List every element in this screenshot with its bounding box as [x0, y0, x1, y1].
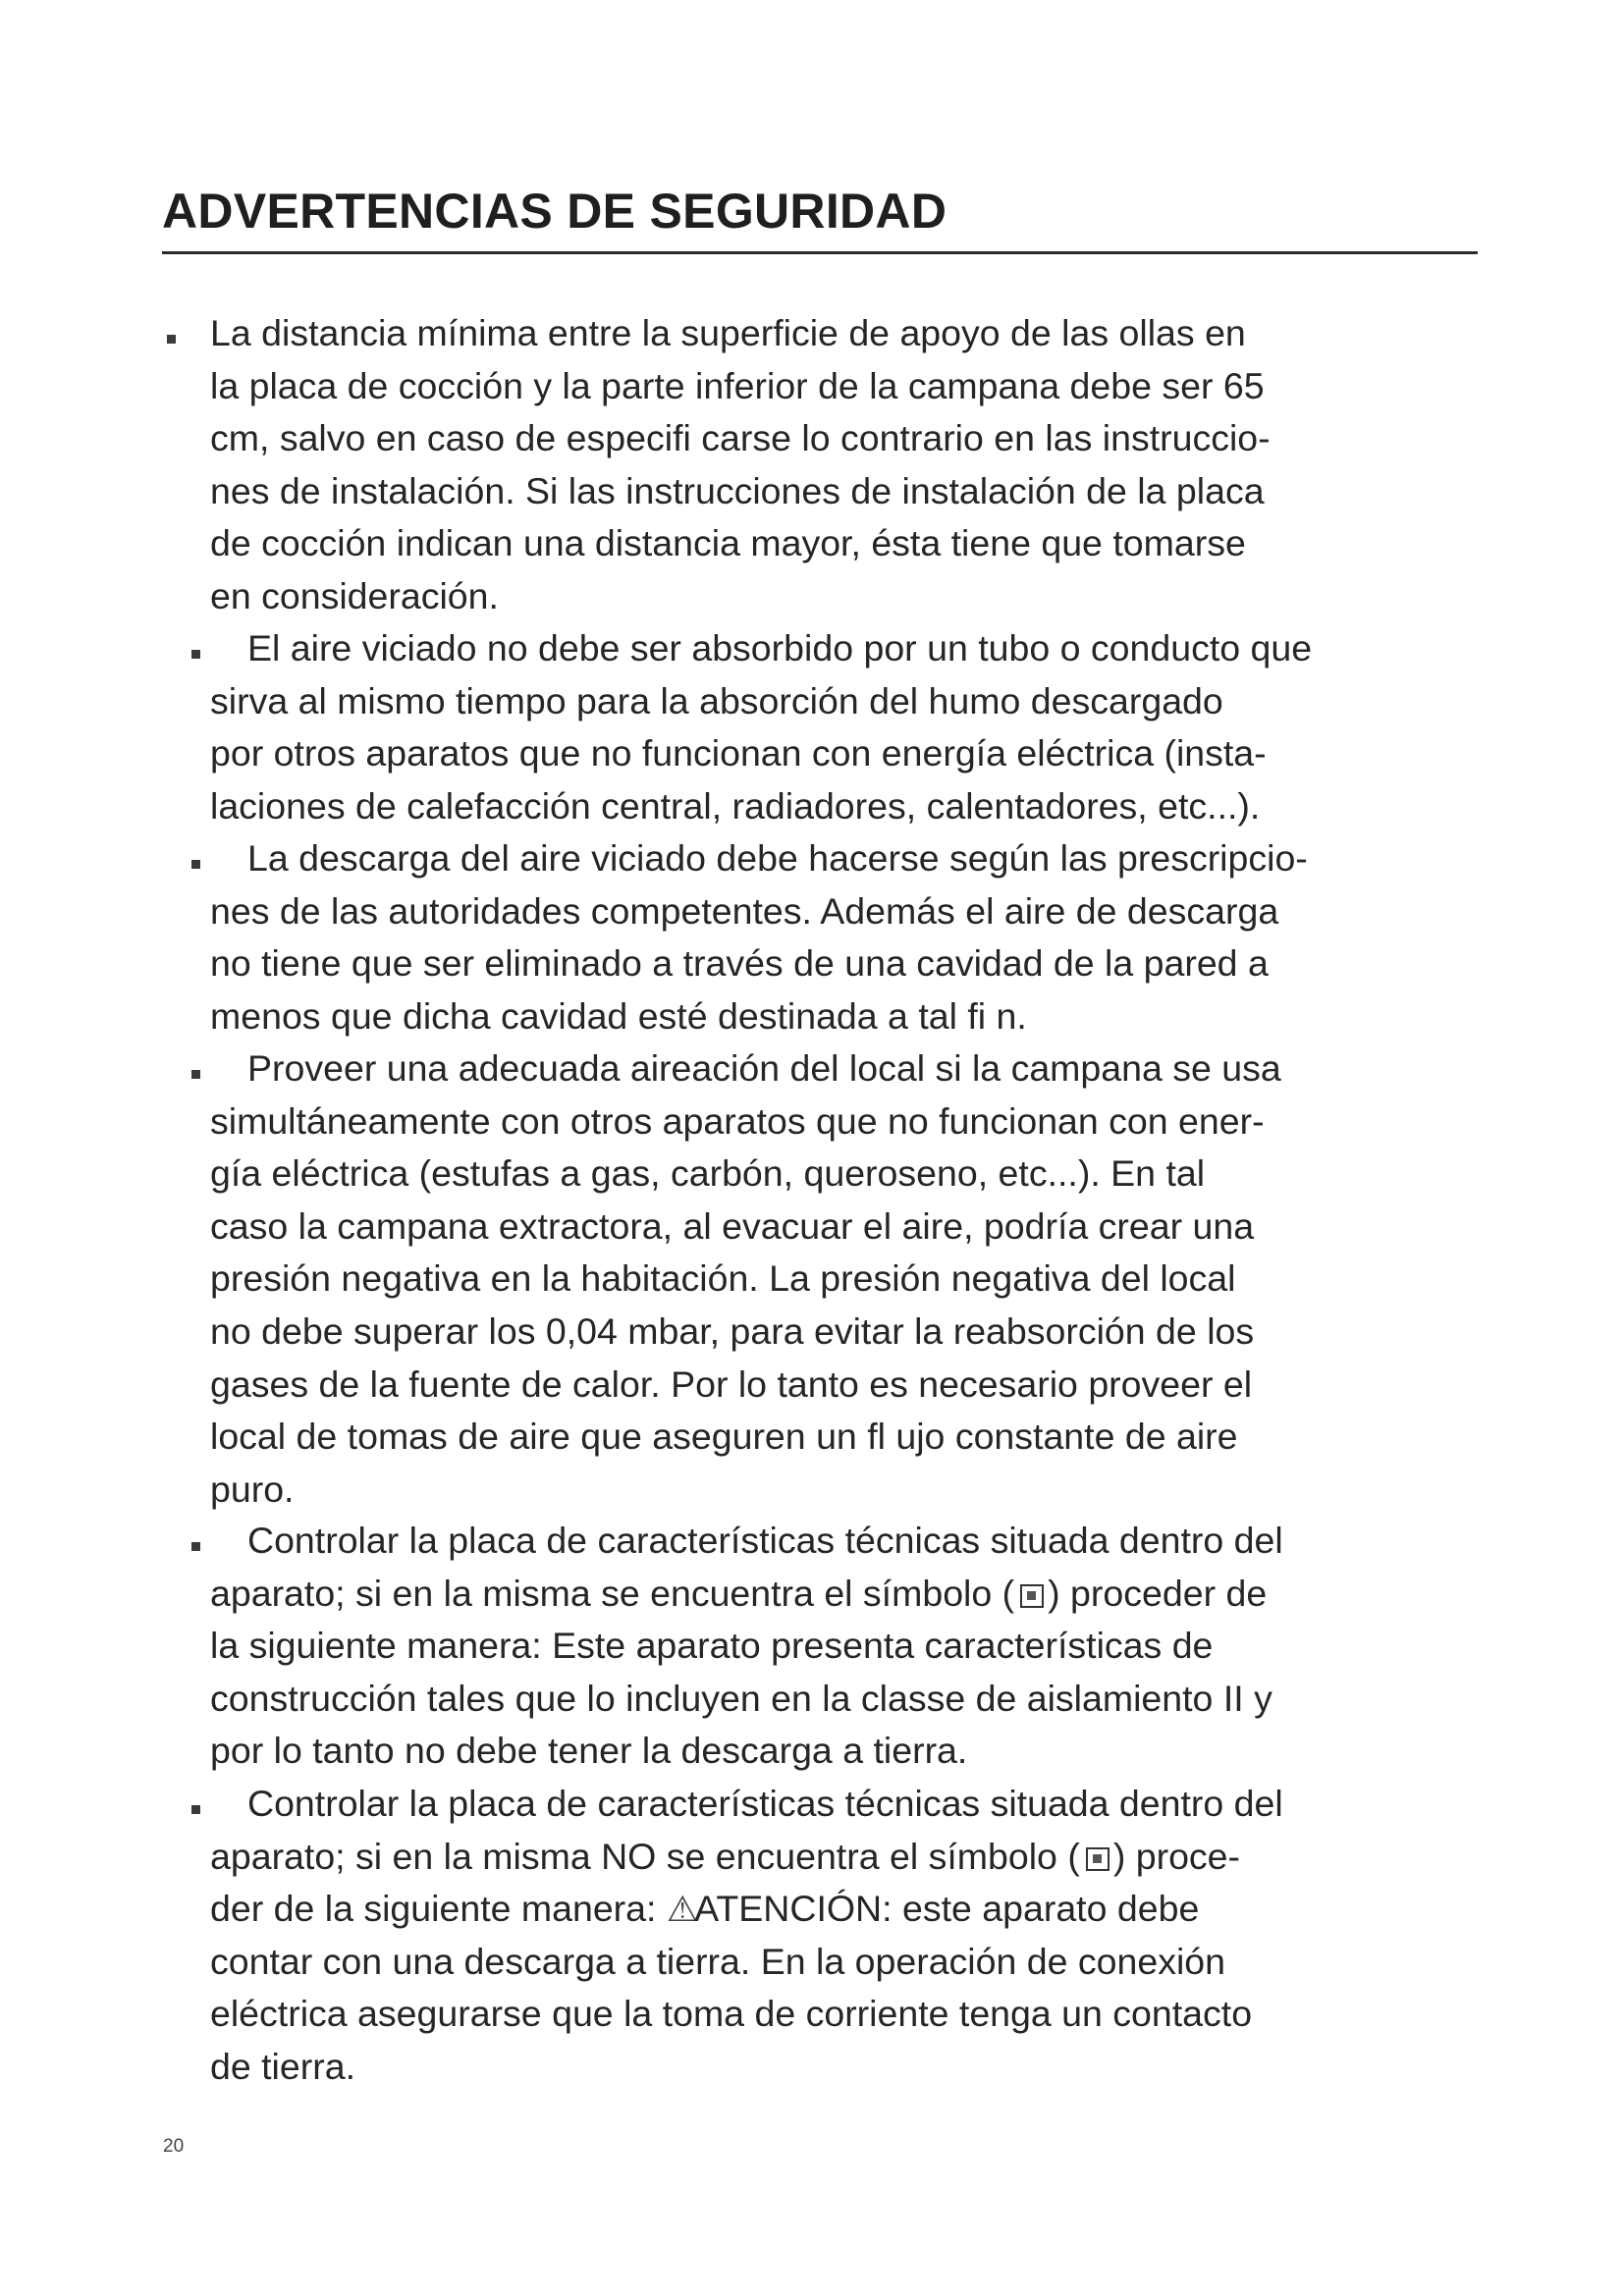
text-line	[210, 1883, 1283, 1936]
text-line: puro.	[210, 1468, 295, 1510]
text-line: contar con una descarga a tierra. En la operación de conexión	[210, 1940, 1225, 1982]
page-title: ADVERTENCIAS DE SEGURIDAD	[162, 184, 947, 239]
text-line: El aire viciado no debe ser absorbido por un tubo o conducto que	[247, 627, 1313, 668]
text-line: en consideración.	[210, 574, 499, 616]
text-segment: der de la siguiente manera:	[210, 1888, 667, 1930]
list-item	[210, 832, 1308, 1042]
text-line: por lo tanto no debe tener la descarga a tierra.	[210, 1730, 968, 1772]
text-segment: ) proce-	[1112, 1835, 1241, 1877]
text-line: no tiene que ser eliminado a través de una cavidad de la pared a	[210, 942, 1269, 985]
text-line: construcción tales que lo incluyen en la classe de aislamiento II y	[210, 1677, 1272, 1719]
text-line: cm, salvo en caso de especifi carse lo contrario en las instruccio-	[210, 417, 1271, 459]
square-bullet-icon	[191, 1805, 200, 1814]
text-line: no debe superar los 0,04 mbar, para evitar la reabsorción de los	[210, 1309, 1255, 1352]
text-line: Controlar la placa de características técnicas situada dentro del	[247, 1783, 1283, 1824]
text-line	[210, 1568, 1283, 1621]
list-item	[210, 1042, 1281, 1516]
text-line: la placa de cocción y la parte inferior de la campana debe ser 65	[210, 364, 1265, 406]
text-segment: ) proceder de	[1048, 1572, 1268, 1614]
square-bullet-icon	[191, 1542, 200, 1551]
text-line: La descarga del aire viciado debe hacerse según las prescripcio-	[247, 837, 1308, 879]
square-bullet-icon	[191, 860, 200, 869]
text-line	[210, 1831, 1283, 1884]
text-line: Proveer una adecuada aireación del local si la campana se usa	[247, 1047, 1281, 1089]
text-line: local de tomas de aire que aseguren un fl ujo constante de aire	[210, 1415, 1238, 1458]
double-square-icon	[1086, 1847, 1110, 1871]
square-bullet-icon	[191, 1070, 200, 1079]
text-line: por otros aparatos que no funcionan con energía eléctrica (insta-	[210, 732, 1267, 774]
text-line: simultáneamente con otros aparatos que no funcionan con ener-	[210, 1099, 1265, 1142]
text-line: La distancia mínima entre la superficie de apoyo de las ollas en	[210, 312, 1246, 353]
text-line: sirva al mismo tiempo para la absorción del humo descargado	[210, 679, 1223, 721]
text-line: de tierra.	[210, 2045, 355, 2087]
text-line: gía eléctrica (estufas a gas, carbón, queroseno, etc...). En tal	[210, 1152, 1206, 1195]
text-line: la siguiente manera: Este aparato presenta características de	[210, 1625, 1214, 1667]
text-line: nes de las autoridades competentes. Además el aire de descarga	[210, 889, 1279, 932]
text-line: presión negativa en la habitación. La presión negativa del local	[210, 1257, 1236, 1300]
text-line: de cocción indican una distancia mayor, ésta tiene que tomarse	[210, 522, 1246, 564]
double-square-icon	[1020, 1584, 1044, 1608]
text-line: eléctrica asegurarse que la toma de corriente tenga un contacto	[210, 1993, 1253, 2035]
text-line: caso la campana extractora, al evacuar el aire, podría crear una	[210, 1204, 1255, 1247]
square-bullet-icon	[167, 335, 176, 344]
title-divider	[162, 251, 1478, 254]
text-line: Controlar la placa de características técnicas situada dentro del	[247, 1520, 1283, 1561]
text-line: laciones de calefacción central, radiadores, calentadores, etc...).	[210, 784, 1261, 827]
list-item	[210, 1515, 1283, 1778]
text-line: menos que dicha cavidad esté destinada a tal fi n.	[210, 994, 1027, 1037]
text-line: gases de la fuente de calor. Por lo tanto es necesario proveer el	[210, 1362, 1253, 1405]
page-number: 20	[163, 2136, 185, 2157]
text-segment: aparato; si en la misma se encuentra el símbolo (	[210, 1572, 1015, 1614]
text-segment: ATENCIÓN: este aparato debe	[694, 1888, 1200, 1930]
list-item	[210, 622, 1312, 832]
square-bullet-icon	[191, 650, 200, 659]
text-line: nes de instalación. Si las instrucciones de instalación de la placa	[210, 469, 1265, 511]
list-item	[210, 307, 1271, 623]
warning-triangle-icon: ⚠	[666, 1889, 699, 1930]
text-segment: aparato; si en la misma NO se encuentra el símbolo (	[210, 1835, 1080, 1877]
list-item	[210, 1778, 1283, 2094]
